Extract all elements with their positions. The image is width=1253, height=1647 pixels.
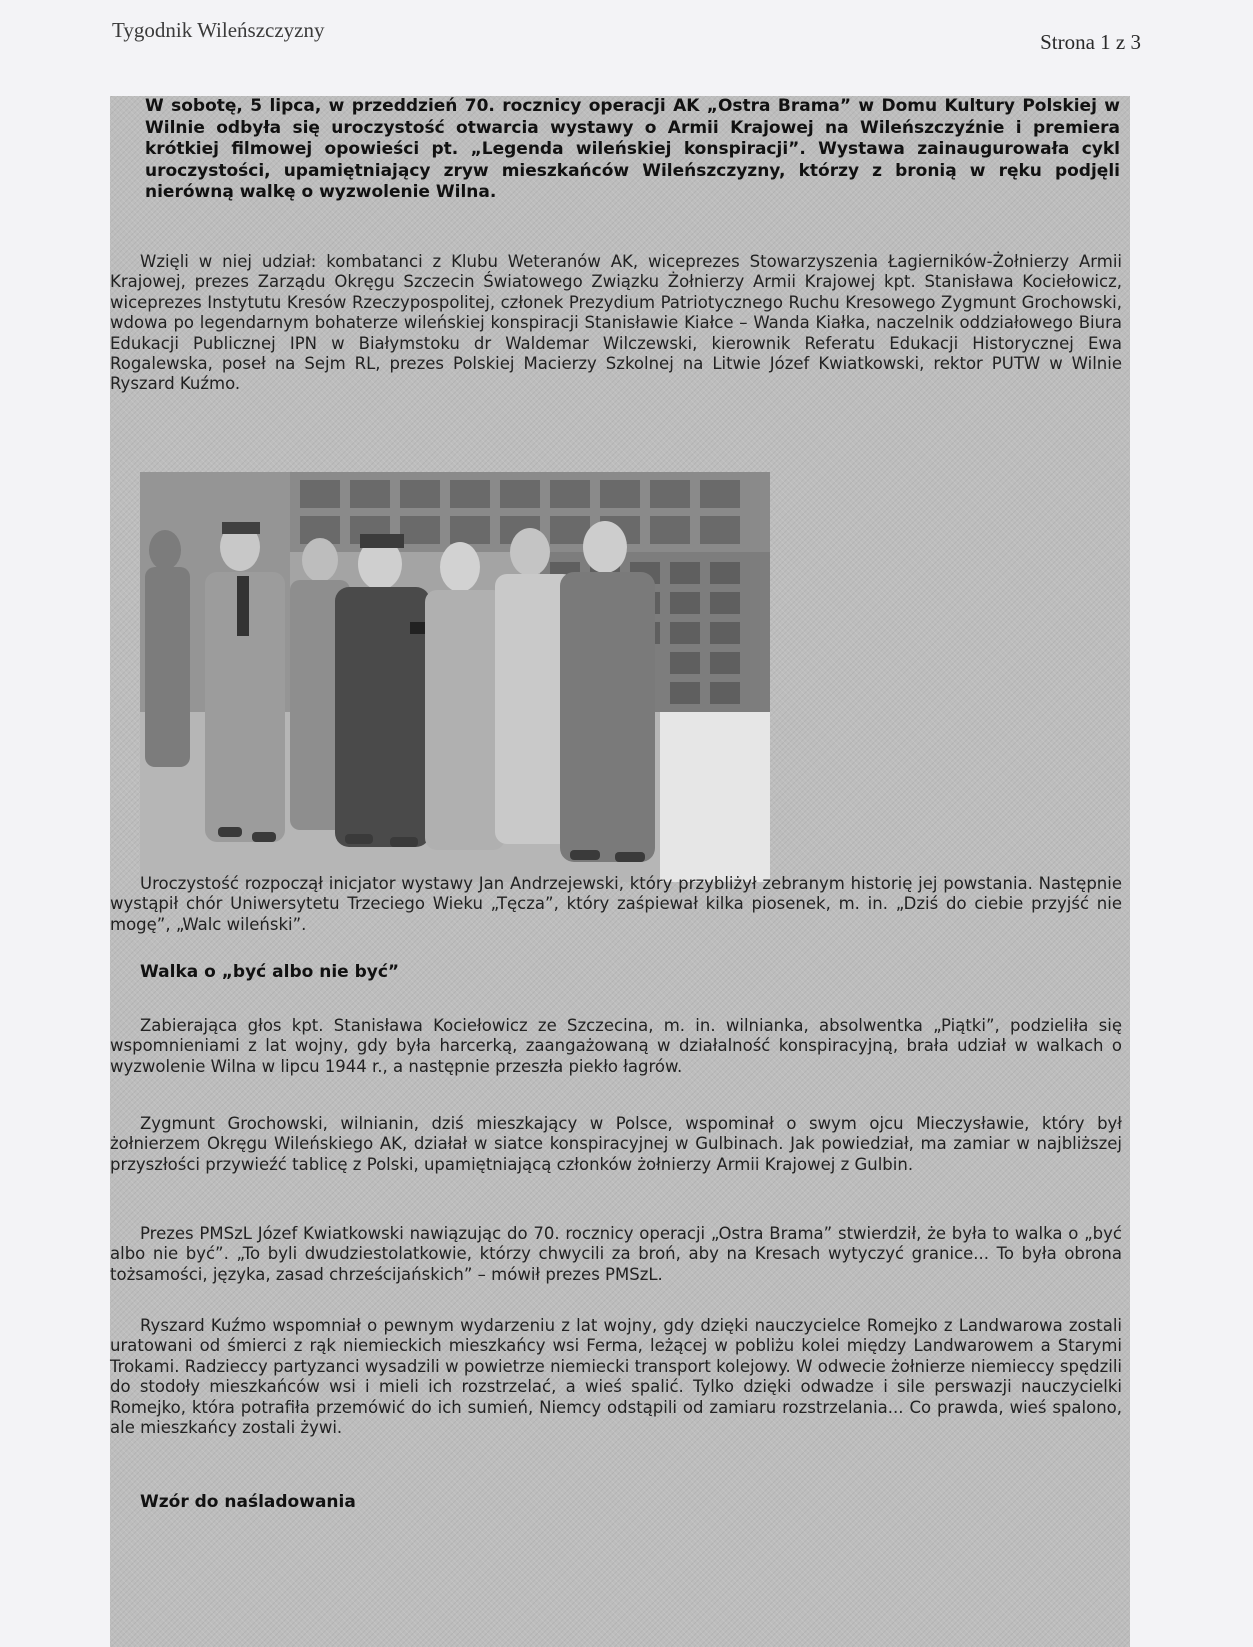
subheading-wzor: Wzór do naśladowania — [140, 1492, 356, 1512]
article-paragraph-participants — [110, 252, 1122, 395]
article-paragraph-kwiatkowski — [110, 1224, 1122, 1285]
article-paragraph-opening — [110, 874, 1122, 935]
article-paragraph-kocielowicz — [110, 1016, 1122, 1077]
paragraph-text: Zabierająca głos kpt. Stanisława Kociełowicz ze Szczecina, m. in. wilnianka, absolwentka „Piątki”, podzieliła się wspomnieniami z lat wojny, gdy była harcerką, zaangażowaną w działalność konspiracyjną, brała udział w walkach o wyzwolenie Wilna w lipcu 1944 r., a następnie przeszła piekło łagrów. — [110, 1016, 1122, 1076]
subheading-walka: Walka o „być albo nie być” — [140, 962, 400, 982]
paragraph-text: Zygmunt Grochowski, wilnianin, dziś mieszkający w Polsce, wspominał o swym ojcu Mieczysławie, który był żołnierzem Okręgu Wileńskiego AK, działał w siatce konspiracyjnej w Gulbinach. Jak powiedział, ma zamiar w najbliższej przyszłości przywieźć tablicę z Polski, upamiętniającą członków żołnierzy Armii Krajowej z Gulbin. — [110, 1114, 1122, 1174]
article-paragraph-kuzmo — [110, 1316, 1122, 1438]
paragraph-text: Uroczystość rozpoczął inicjator wystawy Jan Andrzejewski, który przybliżył zebranym historię jej powstania. Następnie wystąpił chór Uniwersytetu Trzeciego Wieku „Tęcza”, który zaśpiewał kilka piosenek, m. in. „Dziś do ciebie przyjść nie mogę”, „Walc wileński”. — [110, 874, 1122, 934]
paragraph-text: Ryszard Kuźmo wspomniał o pewnym wydarzeniu z lat wojny, gdy dzięki nauczycielce Romejko z Landwarowa zostali uratowani od śmierci z rąk niemieckich mieszkańcy wsi Ferma, leżącej w pobliżu kolei między Landwarowem a Starymi Trokami. Radzieccy partyzanci wysadzili w powietrze niemiecki transport kolejowy. W odwecie żołnierze niemieccy spędzili do stodoły mieszkańców wsi i mieli ich rozstrzelać, a wieś spalić. Tylko dzięki odwadze i sile perswazji nauczycielki Romejko, która potrafiła przemówić do ich sumień, Niemcy odstąpili od zamiaru rozstrzelania... Co prawda, wieś spalono, ale mieszkańcy zostali żywi. — [110, 1316, 1122, 1438]
article-sheet — [110, 96, 1130, 1647]
page-indicator: Strona 1 z 3 — [1040, 30, 1141, 54]
event-photo — [140, 472, 770, 882]
article-lead: W sobotę, 5 lipca, w przeddzień 70. rocznicy operacji AK „Ostra Brama” w Domu Kultury Polskiej w Wilnie odbyła się uroczystość otwarcia wystawy o Armii Krajowej na Wileńszczyźnie i premiera krótkiej filmowej opowieści pt. „Legenda wileńskiej konspiracji”. Wystawa zainaugurowała cykl uroczystości, upamiętniający zryw mieszkańców Wileńszczyzny, którzy z bronią w ręku podjęli nierówną walkę o wyzwolenie Wilna. — [145, 96, 1120, 202]
paragraph-text: Wzięli w niej udział: kombatanci z Klubu Weteranów AK, wiceprezes Stowarzyszenia Łagierników-Żołnierzy Armii Krajowej, prezes Zarządu Okręgu Szczecin Światowego Związku Żołnierzy Armii Krajowej kpt. Stanisława Kociełowicz, wiceprezes Instytutu Kresów Rzeczypospolitej, członek Prezydium Patriotycznego Ruchu Kresowego Zygmunt Grochowski, wdowa po legendarnym bohaterze wileńskiej konspiracji Stanisławie Kiałce – Wanda Kiałka, naczelnik oddziałowego Biura Edukacji Publicznej IPN w Białymstoku dr Waldemar Wilczewski, kierownik Referatu Edukacji Historycznej Ewa Rogalewska, poseł na Sejm RL, prezes Polskiej Macierzy Szkolnej na Litwie Józef Kwiatkowski, rektor PUTW w Wilnie Ryszard Kuźmo. — [110, 252, 1122, 394]
publication-title: Tygodnik Wileńszczyzny — [112, 18, 325, 42]
paragraph-text: Prezes PMSzL Józef Kwiatkowski nawiązując do 70. rocznicy operacji „Ostra Brama” stwierdził, że była to walka o „być albo nie być”. „To byli dwudziestolatkowie, którzy chwycili za broń, aby na Kresach wytyczyć granice... To była obrona tożsamości, języka, zasad chrześcijańskich” – mówił prezes PMSzL. — [110, 1224, 1122, 1284]
article-paragraph-grochowski — [110, 1114, 1122, 1175]
